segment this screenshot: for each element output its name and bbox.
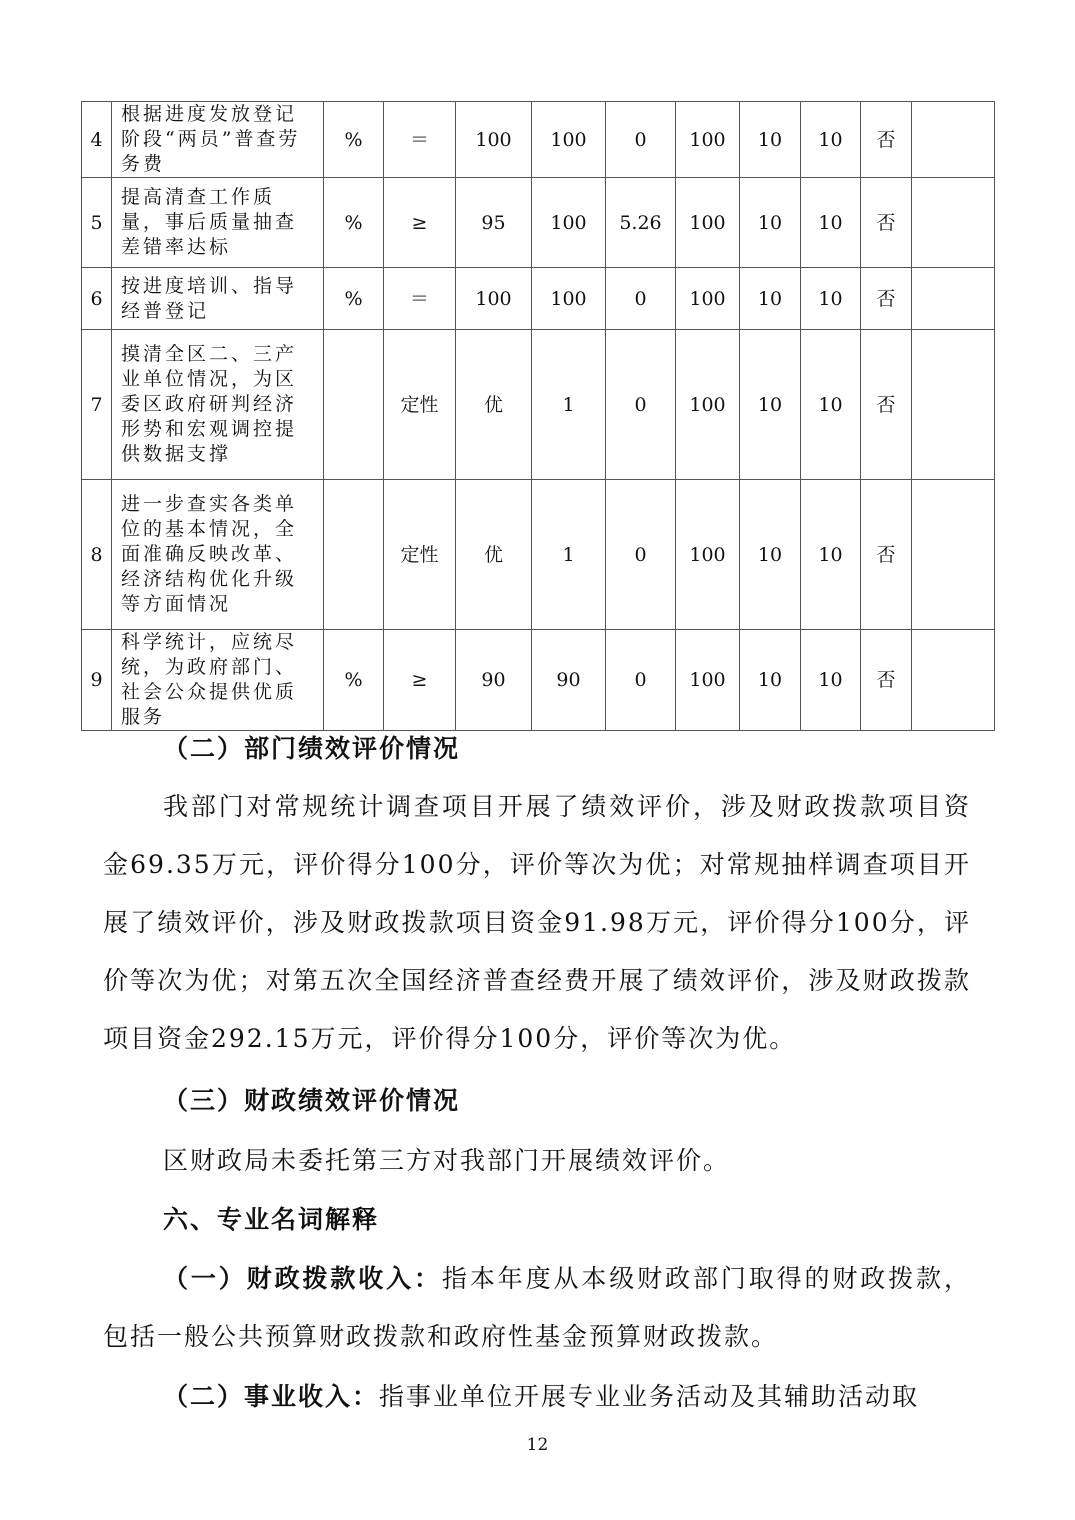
cell-completion: 100 bbox=[676, 178, 740, 268]
cell-remark bbox=[912, 330, 995, 480]
term2-body: 指事业单位开展专业业务活动及其辅助活动取 bbox=[379, 1382, 920, 1411]
cell-weight: 10 bbox=[740, 102, 801, 178]
heading-dept-eval: （二）部门绩效评价情况 bbox=[163, 734, 461, 763]
cell-nature: ≥ bbox=[384, 178, 456, 268]
cell-remark bbox=[912, 480, 995, 630]
cell-adjusted: 否 bbox=[861, 630, 912, 731]
cell-nature: 定性 bbox=[384, 330, 456, 480]
cell-no: 4 bbox=[82, 102, 112, 178]
heading-terms: 六、专业名词解释 bbox=[163, 1205, 380, 1234]
term-business-income bbox=[103, 1368, 971, 1426]
cell-actual: 1 bbox=[532, 480, 606, 630]
cell-unit bbox=[324, 480, 384, 630]
cell-no: 8 bbox=[82, 480, 112, 630]
cell-nature: ≥ bbox=[384, 630, 456, 731]
cell-nature: ＝ bbox=[384, 268, 456, 330]
cell-adjusted: 否 bbox=[861, 102, 912, 178]
cell-completion: 100 bbox=[676, 268, 740, 330]
cell-deviation: 0 bbox=[606, 480, 676, 630]
cell-completion: 100 bbox=[676, 630, 740, 731]
cell-score: 10 bbox=[801, 630, 861, 731]
cell-adjusted: 否 bbox=[861, 330, 912, 480]
cell-indicator: 按进度培训、指导经普登记 bbox=[112, 268, 324, 330]
cell-weight: 10 bbox=[740, 178, 801, 268]
cell-deviation: 0 bbox=[606, 102, 676, 178]
cell-indicator: 根据进度发放登记阶段“两员”普查劳务费 bbox=[112, 102, 324, 178]
cell-target: 100 bbox=[456, 268, 532, 330]
cell-score: 10 bbox=[801, 480, 861, 630]
cell-deviation: 0 bbox=[606, 268, 676, 330]
performance-table bbox=[81, 101, 995, 731]
cell-unit bbox=[324, 330, 384, 480]
heading-fiscal-eval: （三）财政绩效评价情况 bbox=[163, 1086, 461, 1115]
cell-remark bbox=[912, 630, 995, 731]
cell-no: 9 bbox=[82, 630, 112, 731]
cell-remark bbox=[912, 268, 995, 330]
cell-weight: 10 bbox=[740, 630, 801, 731]
cell-indicator: 提高清查工作质量，事后质量抽查差错率达标 bbox=[112, 178, 324, 268]
cell-completion: 100 bbox=[676, 480, 740, 630]
cell-nature: 定性 bbox=[384, 480, 456, 630]
table-row bbox=[82, 268, 995, 330]
cell-completion: 100 bbox=[676, 102, 740, 178]
cell-unit: % bbox=[324, 178, 384, 268]
term2-label: （二）事业收入： bbox=[163, 1382, 380, 1411]
cell-adjusted: 否 bbox=[861, 268, 912, 330]
cell-score: 10 bbox=[801, 102, 861, 178]
dept-eval-body: 我部门对常规统计调查项目开展了绩效评价，涉及财政拨款项目资金69.35万元，评价得分100分，评价等次为优；对常规抽样调查项目开展了绩效评价，涉及财政拨款项目资金91.98万元，评价得分100分，评价等次为优；对第五次全国经济普查经费开展了绩效评价，涉及财政拨款项目资金292.15万元，评价得分100分，评价等次为优。 bbox=[103, 792, 971, 1053]
cell-deviation: 0 bbox=[606, 330, 676, 480]
cell-deviation: 0 bbox=[606, 630, 676, 731]
term-fiscal-appropriation bbox=[103, 1250, 971, 1366]
cell-target: 优 bbox=[456, 480, 532, 630]
cell-nature: ＝ bbox=[384, 102, 456, 178]
cell-remark bbox=[912, 102, 995, 178]
cell-completion: 100 bbox=[676, 330, 740, 480]
cell-weight: 10 bbox=[740, 268, 801, 330]
cell-weight: 10 bbox=[740, 480, 801, 630]
cell-target: 95 bbox=[456, 178, 532, 268]
cell-target: 100 bbox=[456, 102, 532, 178]
cell-no: 5 bbox=[82, 178, 112, 268]
cell-no: 7 bbox=[82, 330, 112, 480]
term1-body: 指本年度从本级财政部门取得的财政拨款，包括一般公共预算财政拨款和政府性基金预算财政拨款。 bbox=[103, 1264, 971, 1351]
table-row bbox=[82, 630, 995, 731]
table-row bbox=[82, 480, 995, 630]
table-row bbox=[82, 102, 995, 178]
cell-actual: 90 bbox=[532, 630, 606, 731]
cell-deviation: 5.26 bbox=[606, 178, 676, 268]
cell-target: 90 bbox=[456, 630, 532, 731]
cell-target: 优 bbox=[456, 330, 532, 480]
cell-no: 6 bbox=[82, 268, 112, 330]
cell-actual: 100 bbox=[532, 102, 606, 178]
cell-actual: 100 bbox=[532, 268, 606, 330]
cell-adjusted: 否 bbox=[861, 178, 912, 268]
cell-indicator: 科学统计，应统尽统，为政府部门、社会公众提供优质服务 bbox=[112, 630, 324, 731]
page-number: 12 bbox=[526, 1435, 549, 1455]
cell-indicator: 摸清全区二、三产业单位情况，为区委区政府研判经济形势和宏观调控提供数据支撑 bbox=[112, 330, 324, 480]
term1-label: （一）财政拨款收入： bbox=[163, 1264, 442, 1293]
table-row bbox=[82, 330, 995, 480]
cell-weight: 10 bbox=[740, 330, 801, 480]
fiscal-eval-body: 区财政局未委托第三方对我部门开展绩效评价。 bbox=[163, 1146, 731, 1175]
cell-actual: 100 bbox=[532, 178, 606, 268]
cell-unit: % bbox=[324, 268, 384, 330]
cell-indicator: 进一步查实各类单位的基本情况，全面准确反映改革、经济结构优化升级等方面情况 bbox=[112, 480, 324, 630]
cell-unit: % bbox=[324, 630, 384, 731]
cell-score: 10 bbox=[801, 330, 861, 480]
cell-remark bbox=[912, 178, 995, 268]
cell-actual: 1 bbox=[532, 330, 606, 480]
table-row bbox=[82, 178, 995, 268]
cell-score: 10 bbox=[801, 268, 861, 330]
cell-score: 10 bbox=[801, 178, 861, 268]
cell-adjusted: 否 bbox=[861, 480, 912, 630]
cell-unit: % bbox=[324, 102, 384, 178]
